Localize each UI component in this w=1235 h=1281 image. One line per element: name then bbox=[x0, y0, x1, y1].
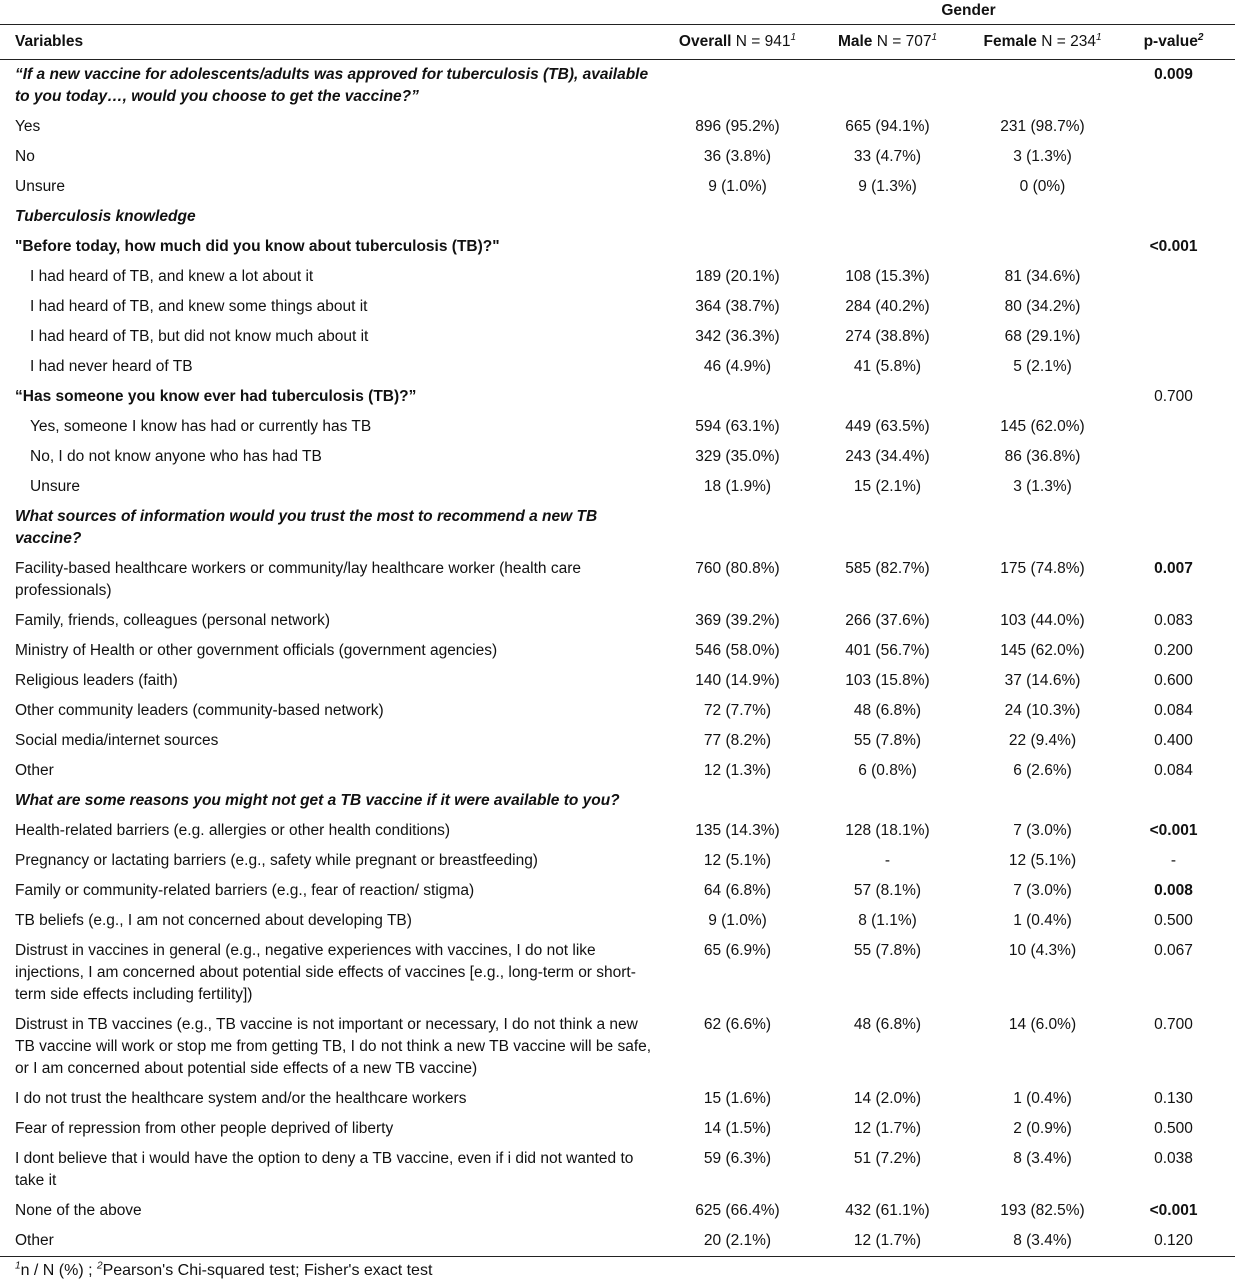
table-row bbox=[0, 1010, 1235, 1084]
male-cell: 108 (15.3%) bbox=[845, 268, 930, 285]
overall-cell: 18 (1.9%) bbox=[703, 478, 772, 495]
row-label: Distrust in vaccines in general (e.g., negative experiences with vaccines, I do not like injections, I am concerned about potential side effects of vaccines [e.g., long-term or short-term side effects including fertility]) bbox=[15, 942, 636, 1003]
overall-cell: 369 (39.2%) bbox=[695, 612, 780, 629]
row-label: I had heard of TB, but did not know much about it bbox=[30, 328, 369, 345]
female-cell: 7 (3.0%) bbox=[1013, 822, 1072, 839]
overall-cell: 896 (95.2%) bbox=[695, 118, 780, 135]
table-body bbox=[0, 60, 1235, 1257]
female-cell: 231 (98.7%) bbox=[1000, 118, 1085, 135]
male-cell: 103 (15.8%) bbox=[845, 672, 930, 689]
overall-cell: 62 (6.6%) bbox=[703, 1016, 772, 1033]
row-label: Other bbox=[15, 1232, 54, 1249]
table-row bbox=[0, 1084, 1235, 1114]
female-cell: 80 (34.2%) bbox=[1004, 298, 1081, 315]
pvalue-cell bbox=[1120, 112, 1235, 142]
female-cell: 193 (82.5%) bbox=[1000, 1202, 1085, 1219]
row-label: I do not trust the healthcare system and/or the healthcare workers bbox=[15, 1090, 467, 1107]
overall-cell: 342 (36.3%) bbox=[695, 328, 780, 345]
female-cell: 3 (1.3%) bbox=[1013, 148, 1072, 165]
female-cell bbox=[965, 60, 1120, 113]
pvalue-cell bbox=[1120, 172, 1235, 202]
male-cell: 6 (0.8%) bbox=[858, 762, 917, 779]
table-row bbox=[0, 696, 1235, 726]
row-label: Unsure bbox=[15, 178, 65, 195]
row-label: No, I do not know anyone who has had TB bbox=[30, 448, 322, 465]
table-row bbox=[0, 786, 1235, 816]
overall-cell: 329 (35.0%) bbox=[695, 448, 780, 465]
table-row bbox=[0, 636, 1235, 666]
pvalue-cell: 0.700 bbox=[1154, 1016, 1193, 1033]
female-cell: 1 (0.4%) bbox=[1013, 912, 1072, 929]
pvalue-cell: 0.500 bbox=[1154, 1120, 1193, 1137]
pvalue-cell bbox=[1120, 412, 1235, 442]
variables-header: Variables bbox=[15, 33, 84, 50]
male-cell: 274 (38.8%) bbox=[845, 328, 930, 345]
male-cell bbox=[810, 786, 965, 816]
male-cell: 585 (82.7%) bbox=[845, 560, 930, 577]
table-row bbox=[0, 412, 1235, 442]
overall-cell bbox=[665, 232, 810, 262]
row-label: “Has someone you know ever had tuberculosis (TB)?” bbox=[15, 388, 417, 405]
male-cell: 55 (7.8%) bbox=[853, 942, 922, 959]
overall-cell bbox=[665, 786, 810, 816]
pvalue-header: p-value$^2$ bbox=[1143, 31, 1204, 50]
male-cell: 33 (4.7%) bbox=[853, 148, 922, 165]
female-cell: 14 (6.0%) bbox=[1008, 1016, 1077, 1033]
female-cell: 8 (3.4%) bbox=[1013, 1150, 1072, 1167]
pvalue-cell bbox=[1120, 502, 1235, 554]
male-cell: 57 (8.1%) bbox=[853, 882, 922, 899]
group-header-row bbox=[0, 0, 1235, 25]
overall-header: Overall $N = 941^1$ bbox=[678, 31, 797, 50]
male-cell: 432 (61.1%) bbox=[845, 1202, 930, 1219]
female-cell: 12 (5.1%) bbox=[1008, 852, 1077, 869]
overall-cell: 135 (14.3%) bbox=[695, 822, 780, 839]
table-row bbox=[0, 1144, 1235, 1196]
pvalue-cell bbox=[1120, 202, 1235, 232]
female-cell: 2 (0.9%) bbox=[1013, 1120, 1072, 1137]
row-label: Other community leaders (community-based network) bbox=[15, 702, 384, 719]
overall-cell: 36 (3.8%) bbox=[703, 148, 772, 165]
male-cell: 51 (7.2%) bbox=[853, 1150, 922, 1167]
row-label: Family, friends, colleagues (personal network) bbox=[15, 612, 331, 629]
row-label: Yes bbox=[15, 118, 41, 135]
table-row bbox=[0, 142, 1235, 172]
pvalue-cell bbox=[1120, 352, 1235, 382]
table-row bbox=[0, 1196, 1235, 1226]
table-row bbox=[0, 202, 1235, 232]
table-row bbox=[0, 352, 1235, 382]
row-label: Religious leaders (faith) bbox=[15, 672, 178, 689]
overall-cell bbox=[665, 502, 810, 554]
pvalue-cell: <0.001 bbox=[1149, 822, 1198, 839]
overall-cell: 364 (38.7%) bbox=[695, 298, 780, 315]
table-row bbox=[0, 262, 1235, 292]
row-label: What are some reasons you might not get a TB vaccine if it were available to you? bbox=[15, 792, 620, 809]
pvalue-cell: 0.200 bbox=[1154, 642, 1193, 659]
table-row bbox=[0, 1114, 1235, 1144]
female-cell: 145 (62.0%) bbox=[1000, 642, 1085, 659]
table-row bbox=[0, 112, 1235, 142]
male-cell bbox=[810, 502, 965, 554]
row-label: Social media/internet sources bbox=[15, 732, 219, 749]
pvalue-cell: 0.130 bbox=[1154, 1090, 1193, 1107]
pvalue-cell bbox=[1120, 786, 1235, 816]
table-row bbox=[0, 816, 1235, 846]
pvalue-cell: 0.600 bbox=[1154, 672, 1193, 689]
male-cell: 665 (94.1%) bbox=[845, 118, 930, 135]
female-cell bbox=[965, 382, 1120, 412]
table-row bbox=[0, 502, 1235, 554]
overall-cell: 15 (1.6%) bbox=[703, 1090, 772, 1107]
female-cell bbox=[965, 232, 1120, 262]
overall-cell: 189 (20.1%) bbox=[695, 268, 780, 285]
table-row bbox=[0, 666, 1235, 696]
overall-cell: 12 (1.3%) bbox=[703, 762, 772, 779]
female-cell: 175 (74.8%) bbox=[1000, 560, 1085, 577]
overall-cell bbox=[665, 60, 810, 113]
overall-cell: 594 (63.1%) bbox=[695, 418, 780, 435]
overall-cell: 64 (6.8%) bbox=[703, 882, 772, 899]
overall-cell: 46 (4.9%) bbox=[703, 358, 772, 375]
pvalue-cell bbox=[1120, 442, 1235, 472]
overall-cell: 9 (1.0%) bbox=[708, 178, 767, 195]
female-cell: 81 (34.6%) bbox=[1004, 268, 1081, 285]
female-cell: 103 (44.0%) bbox=[1000, 612, 1085, 629]
pvalue-cell bbox=[1120, 472, 1235, 502]
table-row bbox=[0, 846, 1235, 876]
pvalue-cell bbox=[1120, 322, 1235, 352]
pvalue-cell: 0.009 bbox=[1154, 66, 1193, 83]
pvalue-cell: 0.500 bbox=[1154, 912, 1193, 929]
male-cell: 8 (1.1%) bbox=[858, 912, 917, 929]
overall-cell: 9 (1.0%) bbox=[708, 912, 767, 929]
table-row bbox=[0, 606, 1235, 636]
overall-cell bbox=[665, 382, 810, 412]
row-label: Ministry of Health or other government officials (government agencies) bbox=[15, 642, 498, 659]
pvalue-cell bbox=[1120, 292, 1235, 322]
pvalue-cell: 0.700 bbox=[1154, 388, 1193, 405]
male-cell: - bbox=[884, 852, 891, 869]
column-header-row bbox=[0, 25, 1235, 60]
table-row bbox=[0, 726, 1235, 756]
table-row bbox=[0, 322, 1235, 352]
pvalue-cell: 0.084 bbox=[1154, 762, 1193, 779]
pvalue-cell: 0.007 bbox=[1154, 560, 1193, 577]
pvalue-cell: 0.120 bbox=[1154, 1232, 1193, 1249]
overall-cell: 625 (66.4%) bbox=[695, 1202, 780, 1219]
pvalue-cell: 0.083 bbox=[1154, 612, 1193, 629]
table-row bbox=[0, 1226, 1235, 1257]
table-row bbox=[0, 382, 1235, 412]
female-cell: 7 (3.0%) bbox=[1013, 882, 1072, 899]
female-cell: 24 (10.3%) bbox=[1004, 702, 1081, 719]
male-cell: 401 (56.7%) bbox=[845, 642, 930, 659]
row-label: Tuberculosis knowledge bbox=[15, 208, 196, 225]
pvalue-cell: <0.001 bbox=[1149, 238, 1198, 255]
female-cell: 10 (4.3%) bbox=[1008, 942, 1077, 959]
male-cell: 128 (18.1%) bbox=[845, 822, 930, 839]
table-row bbox=[0, 756, 1235, 786]
female-cell: 37 (14.6%) bbox=[1004, 672, 1081, 689]
table-row bbox=[0, 232, 1235, 262]
male-cell bbox=[810, 60, 965, 113]
table-row bbox=[0, 554, 1235, 606]
row-label: Distrust in TB vaccines (e.g., TB vaccine is not important or necessary, I do not think a new TB vaccine will work or stop me from getting TB, I do not think a new TB vaccine will be safe, or I am concerned about potential side effects of a new TB vaccine) bbox=[15, 1016, 652, 1077]
pvalue-cell: 0.008 bbox=[1154, 882, 1193, 899]
table-row bbox=[0, 442, 1235, 472]
male-header: Male $N = 707^1$ bbox=[837, 31, 938, 50]
female-cell: 22 (9.4%) bbox=[1008, 732, 1077, 749]
male-cell: 48 (6.8%) bbox=[853, 1016, 922, 1033]
row-label: What sources of information would you trust the most to recommend a new TB vaccine? bbox=[15, 508, 598, 547]
female-cell: 145 (62.0%) bbox=[1000, 418, 1085, 435]
row-label: I had never heard of TB bbox=[30, 358, 193, 375]
female-cell: 3 (1.3%) bbox=[1013, 478, 1072, 495]
female-cell: 68 (29.1%) bbox=[1004, 328, 1081, 345]
row-label: None of the above bbox=[15, 1202, 142, 1219]
row-label: Unsure bbox=[30, 478, 80, 495]
row-label: I had heard of TB, and knew some things about it bbox=[30, 298, 368, 315]
overall-cell: 59 (6.3%) bbox=[703, 1150, 772, 1167]
pvalue-cell: 0.067 bbox=[1154, 942, 1193, 959]
overall-cell: 20 (2.1%) bbox=[703, 1232, 772, 1249]
male-cell: 14 (2.0%) bbox=[853, 1090, 922, 1107]
overall-cell: 77 (8.2%) bbox=[703, 732, 772, 749]
male-cell: 284 (40.2%) bbox=[845, 298, 930, 315]
male-cell: 9 (1.3%) bbox=[858, 178, 917, 195]
overall-cell: 140 (14.9%) bbox=[695, 672, 780, 689]
female-cell: 8 (3.4%) bbox=[1013, 1232, 1072, 1249]
table-footnote: $^1$n / N (%) ; $^2$Pearson's Chi-squared test; Fisher's exact test bbox=[15, 1260, 433, 1279]
male-cell: 266 (37.6%) bbox=[845, 612, 930, 629]
female-cell: 86 (36.8%) bbox=[1004, 448, 1081, 465]
pvalue-cell: - bbox=[1170, 852, 1177, 869]
male-cell: 55 (7.8%) bbox=[853, 732, 922, 749]
overall-cell: 65 (6.9%) bbox=[703, 942, 772, 959]
male-cell: 243 (34.4%) bbox=[845, 448, 930, 465]
female-cell: 1 (0.4%) bbox=[1013, 1090, 1072, 1107]
male-cell: 41 (5.8%) bbox=[853, 358, 922, 375]
table-row bbox=[0, 906, 1235, 936]
overall-cell: 760 (80.8%) bbox=[695, 560, 780, 577]
table-row bbox=[0, 60, 1235, 113]
overall-cell: 12 (5.1%) bbox=[703, 852, 772, 869]
row-label: Other bbox=[15, 762, 54, 779]
pvalue-cell: 0.084 bbox=[1154, 702, 1193, 719]
pvalue-cell bbox=[1120, 142, 1235, 172]
row-label: Pregnancy or lactating barriers (e.g., safety while pregnant or breastfeeding) bbox=[15, 852, 538, 869]
row-label: TB beliefs (e.g., I am not concerned about developing TB) bbox=[15, 912, 412, 929]
male-cell bbox=[810, 382, 965, 412]
pvalue-cell: 0.400 bbox=[1154, 732, 1193, 749]
male-cell: 12 (1.7%) bbox=[853, 1232, 922, 1249]
male-cell: 15 (2.1%) bbox=[853, 478, 922, 495]
male-cell: 12 (1.7%) bbox=[853, 1120, 922, 1137]
pvalue-cell: <0.001 bbox=[1149, 1202, 1198, 1219]
overall-cell: 14 (1.5%) bbox=[703, 1120, 772, 1137]
row-label: I dont believe that i would have the option to deny a TB vaccine, even if i did not wanted to take it bbox=[15, 1150, 634, 1189]
row-label: Facility-based healthcare workers or community/lay healthcare worker (health care professionals) bbox=[15, 560, 581, 599]
female-cell bbox=[965, 502, 1120, 554]
female-header: Female $N = 234^1$ bbox=[983, 31, 1102, 50]
overall-cell bbox=[665, 202, 810, 232]
female-cell bbox=[965, 786, 1120, 816]
row-label: "Before today, how much did you know about tuberculosis (TB)?" bbox=[15, 238, 500, 255]
female-cell: 0 (0%) bbox=[1019, 178, 1066, 195]
female-cell: 6 (2.6%) bbox=[1013, 762, 1072, 779]
row-label: Family or community-related barriers (e.g., fear of reaction/ stigma) bbox=[15, 882, 475, 899]
male-cell: 449 (63.5%) bbox=[845, 418, 930, 435]
overall-cell: 72 (7.7%) bbox=[703, 702, 772, 719]
male-cell: 48 (6.8%) bbox=[853, 702, 922, 719]
gender-group-header: Gender bbox=[941, 2, 996, 19]
pvalue-cell: 0.038 bbox=[1154, 1150, 1193, 1167]
row-label: Fear of repression from other people deprived of liberty bbox=[15, 1120, 394, 1137]
table-row bbox=[0, 936, 1235, 1010]
table-row bbox=[0, 172, 1235, 202]
overall-cell: 546 (58.0%) bbox=[695, 642, 780, 659]
row-label: No bbox=[15, 148, 35, 165]
male-cell bbox=[810, 202, 965, 232]
row-label: I had heard of TB, and knew a lot about it bbox=[30, 268, 314, 285]
row-label: Yes, someone I know has had or currently has TB bbox=[30, 418, 372, 435]
row-label: Health-related barriers (e.g. allergies or other health conditions) bbox=[15, 822, 451, 839]
female-cell: 5 (2.1%) bbox=[1013, 358, 1072, 375]
row-label: “If a new vaccine for adolescents/adults was approved for tuberculosis (TB), available to you today…, would you choose to get the vaccine?” bbox=[15, 66, 649, 105]
table-row bbox=[0, 876, 1235, 906]
table-row bbox=[0, 292, 1235, 322]
table-row bbox=[0, 472, 1235, 502]
female-cell bbox=[965, 202, 1120, 232]
male-cell bbox=[810, 232, 965, 262]
pvalue-cell bbox=[1120, 262, 1235, 292]
